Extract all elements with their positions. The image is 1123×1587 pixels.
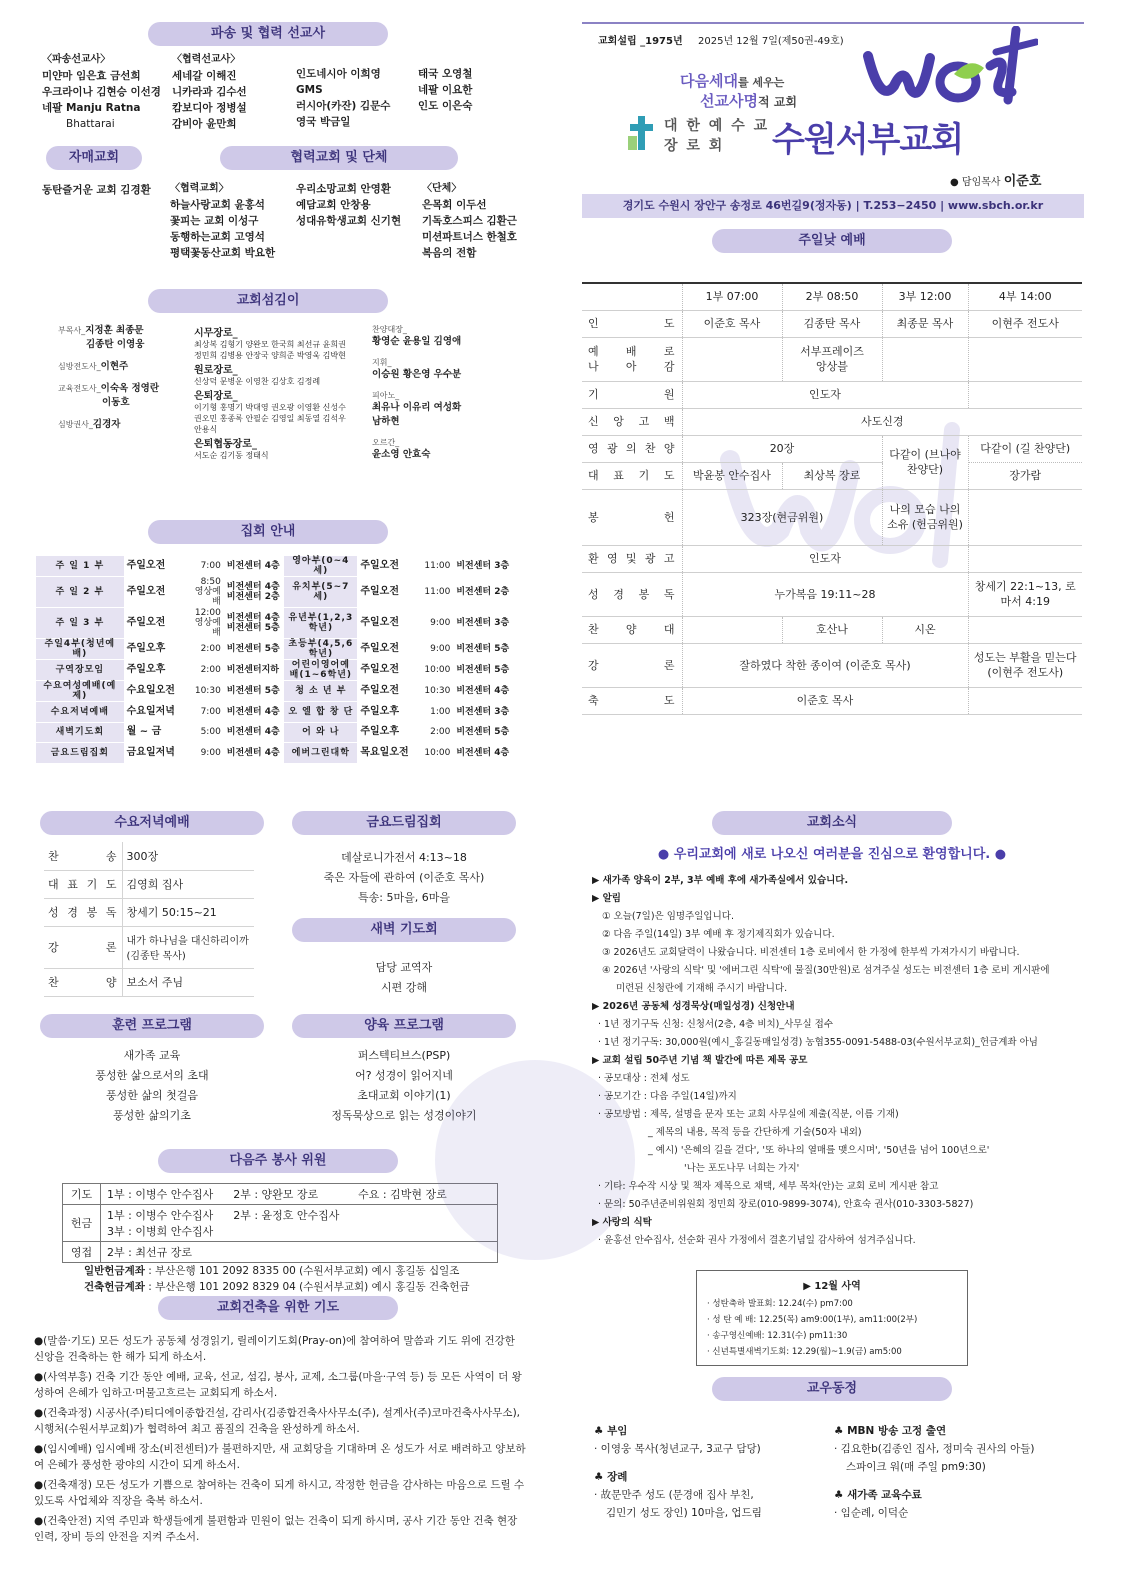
meeting-cell: 비전센터지하 [224, 660, 285, 681]
slogan-2: 선교사명적 교회 [700, 92, 797, 110]
friday-body: 데살로니가전서 4:13~18 죽은 자들에 관하여 (이준호 목사) 특송: 5마을, 6마을 [323, 851, 485, 904]
address-text: 경기도 수원시 장안구 송정로 46번길9(정자동) | T.253−2450 | www.sbch.or.kr [622, 199, 1044, 212]
meeting-row [36, 722, 516, 743]
meeting-cell: 비전센터 4층 [224, 702, 285, 723]
address-bar [582, 194, 1084, 218]
news-notice: ① 오늘(7일)은 임명주일입니다. [602, 911, 734, 922]
meeting-cell: 1:00 [418, 702, 453, 723]
wed-row: 강 론 내가 하나님을 대신하리이까 (김종탄 목사) [44, 926, 254, 968]
mission-item: 네팔 이요한 [418, 84, 473, 96]
server-names: 윤소영 안효숙 [372, 449, 431, 460]
mission-item: 인도 이은숙 [418, 100, 473, 112]
partners-col1 [170, 181, 290, 261]
meeting-row [36, 743, 516, 764]
meeting-cell: 5:00 [186, 722, 224, 743]
sunday-row: 신 앙 고 백 사도신경 [582, 408, 1082, 435]
wed-row: 찬 양 보소서 주님 [44, 968, 254, 996]
partner-item: 동행하는교회 고영석 [170, 231, 265, 243]
prayer-item: ●(건축과정) 시공사(주)티디에이종합건설, 감리사(김종합건축사사무소(주), 설계사(주)코마건축사사무소), 시행처(수원서부교회)가 협력하여 최고 품질의 건축을 완성하게 하소서. [34, 1407, 521, 1435]
december-item: · 성탄축하 발표회: 12.24(수) pm7:00 [707, 1299, 853, 1309]
server-row: 이동호 [102, 397, 130, 408]
meeting-cell: 비전센터 4층 [224, 556, 285, 577]
partners-col3 [422, 181, 522, 261]
church-name: 수원서부교회 [772, 120, 964, 160]
meeting-cell: 비전센터 5층 [224, 681, 285, 702]
meeting-cell: 11:00 [418, 556, 453, 577]
news-newcomer: ▶ 새가족 양육이 2부, 3부 예배 후에 새가족실에서 있습니다. [592, 875, 849, 886]
wednesday-title: 수요저녁예배 [40, 811, 264, 835]
meeting-cell: 2:00 [418, 722, 453, 743]
meeting-cell: 비전센터 4층 비전센터 5층 [224, 608, 285, 639]
sunday-row: 봉 헌 323장(현금위원) 나의 모습 나의 소유 (헌금위원) [582, 489, 1082, 545]
wednesday-table [44, 842, 254, 997]
server-role: 오르간_ [372, 438, 400, 447]
missions-col1-head: 〈파송선교사〉 [42, 54, 111, 65]
vol-row: 헌금 1부 : 이병수 안수집사 2부 : 윤정호 안수집사 3부 : 이병희 안수집사 [63, 1205, 498, 1242]
nurture-title: 양육 프로그램 [292, 1014, 516, 1038]
meeting-cell: 금요일저녁 [124, 743, 187, 764]
meeting-cell: 9:00 [186, 743, 224, 764]
server-names: 신상덕 문병운 이영찬 김상호 김정례 [194, 377, 321, 386]
partners-col2 [296, 181, 418, 229]
meetings-title: 집회 안내 [148, 520, 388, 544]
sunday-row: 기 원 인도자 [582, 381, 1082, 408]
meeting-cell: 금요드림집회 [36, 743, 124, 764]
news-table-line: · 윤홍선 안수집사, 선순화 권사 가정에서 결혼기념일 감사하여 섬겨주십니다. [598, 1235, 916, 1246]
december-item: · 성 탄 예 배: 12.25(목) am9:00(1부), am11:00(2부) [707, 1315, 918, 1325]
news-book: '나는 포도나무 너희는 가지' [684, 1163, 800, 1174]
sunday-row: 강 론 잘하였다 착한 종이여 (이준호 목사) 성도는 부활을 믿는다 (이현주 전도사) [582, 643, 1082, 687]
mission-item: 태국 오영철 [418, 68, 473, 80]
server-role: 은퇴협동장로_ [194, 439, 257, 450]
meeting-cell: 10:30 [186, 681, 224, 702]
partner-item: 꽃피는 교회 이성구 [170, 215, 259, 227]
meeting-cell: 수요일오전 [124, 681, 187, 702]
mission-item: 미얀마 임은효 금선희 [42, 70, 141, 82]
server-names: 이기형 홍명기 박대영 권오광 이영환 신성수 권오민 홍종록 안필순 김영일 최동열 김석우 안용식 [194, 403, 346, 434]
server-row: 부목사_지정훈 최종문 [58, 325, 144, 336]
news-welcome: ● 우리교회에 새로 나오신 여러분을 진심으로 환영합니다. ● [657, 847, 1007, 862]
meeting-cell: 주일오전 [124, 556, 187, 577]
meeting-cell: 오 엘 합 창 단 [284, 702, 357, 723]
missions-col1 [42, 52, 167, 132]
meeting-cell: 7:00 [186, 556, 224, 577]
mission-item: 우크라이나 김현승 이선경 [42, 86, 161, 98]
meeting-cell: 7:00 [186, 702, 224, 723]
volunteers-title: 다음주 봉사 위원 [158, 1149, 398, 1173]
partners-title: 협력교회 및 단체 [220, 146, 458, 170]
mission-item: GMS [296, 84, 323, 96]
meeting-cell: 10:00 [418, 743, 453, 764]
mission-item: 니카라과 김수선 [172, 86, 247, 98]
meeting-cell: 비전센터 3층 [453, 556, 516, 577]
mission-item: Bhattarai [66, 118, 115, 130]
meeting-cell: 영아부(0~4세) [284, 556, 357, 577]
service-3: 3부 12:00 [882, 283, 968, 310]
missions-col2-head: 〈협력선교사〉 [172, 54, 241, 65]
meeting-cell: 초등부(4,5,6학년) [284, 639, 357, 660]
meeting-cell: 비전센터 3층 [453, 702, 516, 723]
meeting-cell: 비전센터 5층 [453, 722, 516, 743]
friday-title: 금요드림집회 [292, 811, 516, 835]
servers-title: 교회섬김이 [148, 289, 388, 313]
meeting-cell: 청 소 년 부 [284, 681, 357, 702]
meeting-cell: 주일오전 [357, 639, 418, 660]
sunday-row: 예 배 로 나 아 감 서부프레이즈 앙상블 [582, 337, 1082, 381]
slogan: 다음세대를 세우는 [680, 72, 785, 90]
meeting-cell: 9:00 [418, 608, 453, 639]
denomination: 대 한 예 수 교 장 로 회 [664, 118, 770, 154]
meeting-cell: 주일오후 [124, 639, 187, 660]
meeting-cell: 비전센터 3층 [453, 608, 516, 639]
mission-item: 네팔 Manju Ratna [42, 102, 141, 114]
denomination-cross-icon [628, 116, 656, 150]
news-bible: · 1년 정기구독 신청: 신청서(2층, 4층 비치)_사무실 접수 [598, 1019, 834, 1030]
server-role: 찬양대장_ [372, 325, 407, 334]
sunday-row: 인 도 이준호 목사 김종탄 목사 최종문 목사 이현주 전도사 [582, 310, 1082, 337]
meeting-cell: 유년부(1,2,3학년) [284, 608, 357, 639]
building-prayer-title: 교회건축을 위한 기도 [158, 1296, 398, 1320]
prayer-item: ●(사역부흥) 건축 기간 동안 예배, 교육, 선교, 섬김, 봉사, 교제, 소그룹(마을·구역 등) 등 모든 사역이 더 왕성하여 은혜가 임하고·머물고흐르는 교회되게 하소서. [34, 1371, 522, 1399]
news-book: _ 예시) '은혜의 길을 걷다', '또 하나의 열매를 맺으시며', '50년을 넘어 100년으로' [648, 1145, 990, 1156]
prayer-item: ●(건축재정) 모든 성도가 기쁨으로 참여하는 건축이 되게 하시고, 작정한 헌금을 감사하는 마음으로 드릴 수 있도록 사업체와 직장을 축복 하소서. [34, 1479, 525, 1507]
news-notice-head: ▶ 알림 [592, 893, 621, 904]
mission-item: 인도네시아 이희영 [296, 68, 381, 80]
dawn-title: 새벽 기도회 [292, 918, 516, 942]
news-notice: ④ 2026년 '사랑의 식탁' 및 '에버그린 식탁'에 물질(30만원)로 섬겨주실 성도는 비전센터 1층 로비 게시판에 [602, 965, 1050, 976]
missions-col3 [296, 66, 414, 130]
wed-row: 성 경 봉 독 창세기 50:15~21 [44, 898, 254, 926]
missions-col2 [172, 52, 292, 132]
wed-row: 대 표 기 도 김영희 집사 [44, 870, 254, 898]
meeting-cell: 주일4부(청년예배) [36, 639, 124, 660]
meeting-cell: 주일오전 [124, 608, 187, 639]
news-book: · 공모대상 : 전체 성도 [598, 1073, 690, 1084]
december-title: ▶ 12월 사역 [803, 1281, 861, 1292]
sunday-header-row [582, 283, 1082, 310]
partners-col3-head: 〈단체〉 [422, 183, 462, 194]
meeting-cell: 주 일 1 부 [36, 556, 124, 577]
meeting-cell: 주일오전 [357, 556, 418, 577]
server-role: 은퇴장로_ [194, 391, 238, 402]
missions-title: 파송 및 협력 선교사 [148, 22, 388, 46]
meeting-cell: 비전센터 5층 [453, 660, 516, 681]
service-1: 1부 07:00 [682, 283, 782, 310]
sunday-table [582, 282, 1082, 715]
servers-col1 [58, 324, 188, 432]
partner-item: 미션파트너스 한철호 [422, 231, 517, 243]
server-role: 원로장로_ [194, 365, 238, 376]
dawn-body: 담당 교역자 시편 강해 [375, 961, 433, 994]
building-prayer-list [34, 1333, 528, 1549]
meeting-cell: 주일오전 [357, 681, 418, 702]
meeting-cell: 비전센터 2층 [453, 577, 516, 608]
mission-item: 감비아 윤만희 [172, 118, 237, 130]
meeting-cell: 2:00 [186, 660, 224, 681]
meeting-row [36, 556, 516, 577]
news-book-head: ▶ 교회 설립 50주년 기념 책 발간에 따른 제목 공모 [592, 1055, 808, 1066]
news-book: · 공모기간 : 다음 주일(14일)까지 [598, 1091, 737, 1102]
meeting-cell: 유치부(5~7세) [284, 577, 357, 608]
meeting-cell: 8:50 영상예배 [186, 577, 224, 608]
meeting-cell: 주일오전 [124, 577, 187, 608]
news-book: · 공모방법 : 제목, 설명을 문자 또는 교회 사무실에 제출(직분, 이름 기재) [598, 1109, 899, 1120]
mission-item: 세네갈 이해진 [172, 70, 237, 82]
meeting-cell: 2:00 [186, 639, 224, 660]
news-title: 교회소식 [712, 811, 952, 835]
meeting-cell: 주 일 2 부 [36, 577, 124, 608]
nurture-body: 퍼스텍티브스(PSP) 어? 성경이 읽어지네 초대교회 이야기(1) 정독묵상으로 읽는 성경이야기 [331, 1049, 477, 1122]
service-2: 2부 08:50 [782, 283, 882, 310]
news-book: _ 제목의 내용, 목적 등을 간단하게 기술(50자 내외) [648, 1127, 862, 1138]
partner-item: 우리소망교회 안영환 [296, 183, 391, 195]
meeting-cell: 주일오후 [357, 722, 418, 743]
server-names: 황영순 윤용일 김영애 [372, 336, 462, 347]
mission-item: 영국 박금일 [296, 116, 351, 128]
meetings-table [36, 556, 516, 764]
meeting-row [36, 681, 516, 702]
sister-church-title: 자매교회 [46, 146, 142, 170]
news-notice: 미련된 신청란에 기재해 주시기 바랍니다. [616, 983, 788, 994]
sunday-row: 찬 양 대 호산나 시온 [582, 616, 1082, 643]
meeting-cell: 어린이영어예배(1~6학년) [284, 660, 357, 681]
training-body: 새가족 교육 풍성한 삶으로서의 초대 풍성한 삶의 첫걸음 풍성한 삶의기초 [95, 1049, 209, 1122]
server-names: 최유나 이유리 여성화 남하현 [372, 402, 462, 427]
prayer-item: ●(건축안전) 지역 주민과 학생들에게 불편함과 민원이 없는 건축이 되게 하시며, 공사 기간 동안 건축 현장 인력, 장비 등의 안전을 지켜 주소서. [34, 1515, 518, 1543]
meeting-cell: 주일오전 [357, 660, 418, 681]
server-role: 지휘_ [372, 358, 392, 367]
prayer-item: ●(임시예배) 임시예배 장소(비전센터)가 불편하지만, 새 교회당을 기대하며 온 성도가 서로 배려하고 양보하여 은혜가 풍성한 광야의 시간이 되게 하소서. [34, 1443, 526, 1471]
meeting-cell: 주일오전 [357, 577, 418, 608]
meeting-cell: 주일오후 [357, 702, 418, 723]
meeting-cell: 10:00 [418, 660, 453, 681]
meeting-cell: 비전센터 4층 [224, 722, 285, 743]
meeting-cell: 목요일오전 [357, 743, 418, 764]
news-bible: · 1년 정기구독: 30,000원(예시_홍길동매일성경) 농협355-0091-5488-03(수원서부교회)_헌금계좌 아님 [598, 1037, 1038, 1048]
partner-item: 은목회 이두선 [422, 199, 487, 211]
news-book: · 기타: 우수작 시상 및 책자 제목으로 채택, 세부 목차(안)는 교회 로비 게시판 참고 [598, 1181, 939, 1192]
server-role: 피아노_ [372, 391, 400, 400]
missions-col4 [418, 66, 518, 114]
meeting-cell: 주일오후 [124, 660, 187, 681]
meeting-row [36, 608, 516, 639]
sunday-row: 축 도 이준호 목사 [582, 687, 1082, 714]
vol-row: 기도 1부 : 이병수 안수집사 2부 : 양완모 장로 수요 : 김박현 장로 [63, 1184, 498, 1205]
news-table-head: ▶ 사랑의 식탁 [592, 1217, 652, 1228]
service-4: 4부 14:00 [968, 283, 1082, 310]
news-notice: ② 다음 주일(14일) 3부 예배 후 정기제직회가 있습니다. [602, 929, 835, 940]
sunday-row: 대 표 기 도 박윤봉 안수집사 최상복 장로 장가람 [582, 462, 1082, 489]
meeting-cell: 에버그린대학 [284, 743, 357, 764]
members-right: ♣ MBN 방송 고정 출연 · 김요한b(김종인 집사, 정미숙 권사의 아들) 스파이크 워(매 주일 pm9:30) ♣ 새가족 교육수료 · 임순례, 이덕순 [834, 1425, 1035, 1519]
server-names: 이승원 황은영 우수분 [372, 369, 462, 380]
mission-item: 러시아(카잔) 김문수 [296, 100, 391, 112]
december-item: · 송구영신예배: 12.31(수) pm11:30 [707, 1331, 848, 1341]
server-names: 최상복 김형기 양완모 한국희 최선규 윤희권 정민희 김병용 안장국 양희준 박영욱 김박현 [194, 340, 346, 360]
pastor: ● 담임목사 이준호 [950, 174, 1042, 189]
meeting-cell: 월 ~ 금 [124, 722, 187, 743]
established: 교회설립 _1975년 [598, 36, 683, 47]
partner-item: 기독호스피스 김환근 [422, 215, 517, 227]
meeting-cell: 12:00 영상예배 [186, 608, 224, 639]
members-left: ♣ 부임 · 이영웅 목사(청년교구, 3교구 담당) ♣ 장례 · 故문만주 성도 (문경애 집사 부친, 김민기 성도 장인) 10마을, 업드림 [594, 1425, 762, 1519]
meeting-row [36, 660, 516, 681]
issue-date: 2025년 12월 7일(제50권-49호) [698, 36, 844, 47]
december-box [696, 1270, 968, 1366]
meeting-cell: 비전센터 4층 비전센터 2층 [224, 577, 285, 608]
meeting-cell: 비전센터 4층 [453, 681, 516, 702]
server-row: 교육전도사_이숙옥 정영란 [58, 383, 160, 394]
partner-item: 평택꽃동산교회 박요한 [170, 247, 276, 259]
meeting-cell: 새벽기도회 [36, 722, 124, 743]
meeting-row [36, 702, 516, 723]
partner-item: 하늘사랑교회 윤홍석 [170, 199, 265, 211]
servers-col2 [194, 324, 356, 461]
sunday-row: 환 영 및 광 고 인도자 [582, 545, 1082, 572]
meeting-cell: 비전센터 4층 [453, 743, 516, 764]
west-logo [858, 26, 1038, 116]
meeting-cell: 10:30 [418, 681, 453, 702]
meeting-cell: 어 와 나 [284, 722, 357, 743]
mission-item: 캄보디아 정병설 [172, 102, 247, 114]
sunday-row: 영 광 의 찬 양 20장 다같이 (브나야 찬양단) 다같이 (길 찬양단) [582, 435, 1082, 462]
partner-item: 예담교회 안창용 [296, 199, 371, 211]
server-row: 심방전도사_이현주 [58, 361, 129, 372]
sunday-row: 성 경 봉 독 누가복음 19:11~28 창세기 22:1~13, 로마서 4:19 [582, 572, 1082, 616]
header-rule [582, 22, 1084, 24]
vol-row: 영접 2부 : 최선규 장로 [63, 1242, 498, 1263]
meeting-cell: 비전센터 5층 [453, 639, 516, 660]
meeting-cell: 수요일저녁 [124, 702, 187, 723]
meeting-cell: 주일오전 [357, 608, 418, 639]
meeting-cell: 주 일 3 부 [36, 608, 124, 639]
news-bible-head: ▶ 2026년 공동체 성경묵상(매일성경) 신청안내 [592, 1001, 795, 1012]
meeting-cell: 11:00 [418, 577, 453, 608]
meeting-cell: 9:00 [418, 639, 453, 660]
servers-col3 [372, 324, 502, 462]
accounts: 일반헌금계좌 : 부산은행 101 2092 8335 00 (수원서부교회) 예시 홍길동 십일조 건축헌금계좌 : 부산은행 101 2092 8329 04 (수원서부교회) 예시 홍길동 건축헌금 [84, 1265, 470, 1293]
news-book: · 문의: 50주년준비위원회 정민희 장로(010-9899-3074), 안효숙 권사(010-3303-5827) [598, 1199, 974, 1210]
meeting-row [36, 577, 516, 608]
news-notice: ③ 2026년도 교회달력이 나왔습니다. 비전센터 1층 로비에서 한 가정에 한부씩 가져가시기 바랍니다. [602, 947, 1020, 958]
sunday-title: 주일낮 예배 [712, 229, 952, 253]
training-title: 훈련 프로그램 [40, 1014, 264, 1038]
members-title: 교우동정 [712, 1377, 952, 1401]
server-names: 서도순 김기동 정태식 [194, 451, 269, 460]
wed-row: 찬 송 300장 [44, 842, 254, 870]
meeting-row [36, 639, 516, 660]
server-role: 시무장로_ [194, 328, 238, 339]
news-body [592, 872, 1082, 1250]
december-item: · 신년특별새벽기도회: 12.29(월)~1.9(금) am5:00 [707, 1347, 902, 1357]
meeting-cell: 비전센터 4층 [224, 743, 285, 764]
server-row: 심방권사_김경자 [58, 419, 121, 430]
partner-item: 성대유학생교회 신기현 [296, 215, 402, 227]
meeting-cell: 구역장모임 [36, 660, 124, 681]
meeting-cell: 수요여성예배(예제) [36, 681, 124, 702]
prayer-item: ●(말씀·기도) 모든 성도가 공동체 성경읽기, 릴레이기도회(Pray-on)에 참여하여 말씀과 기도 위에 건강한 신앙을 건축하는 한 해가 되게 하소서. [34, 1335, 515, 1363]
meeting-cell: 수요저녁예배 [36, 702, 124, 723]
sister-church-item: 동탄즐거운 교회 김경환 [42, 184, 151, 196]
partner-item: 복음의 전함 [422, 247, 477, 259]
server-row: 김종탄 이영웅 [86, 339, 145, 350]
partners-col1-head: 〈협력교회〉 [170, 183, 229, 194]
meeting-cell: 비전센터 5층 [224, 639, 285, 660]
